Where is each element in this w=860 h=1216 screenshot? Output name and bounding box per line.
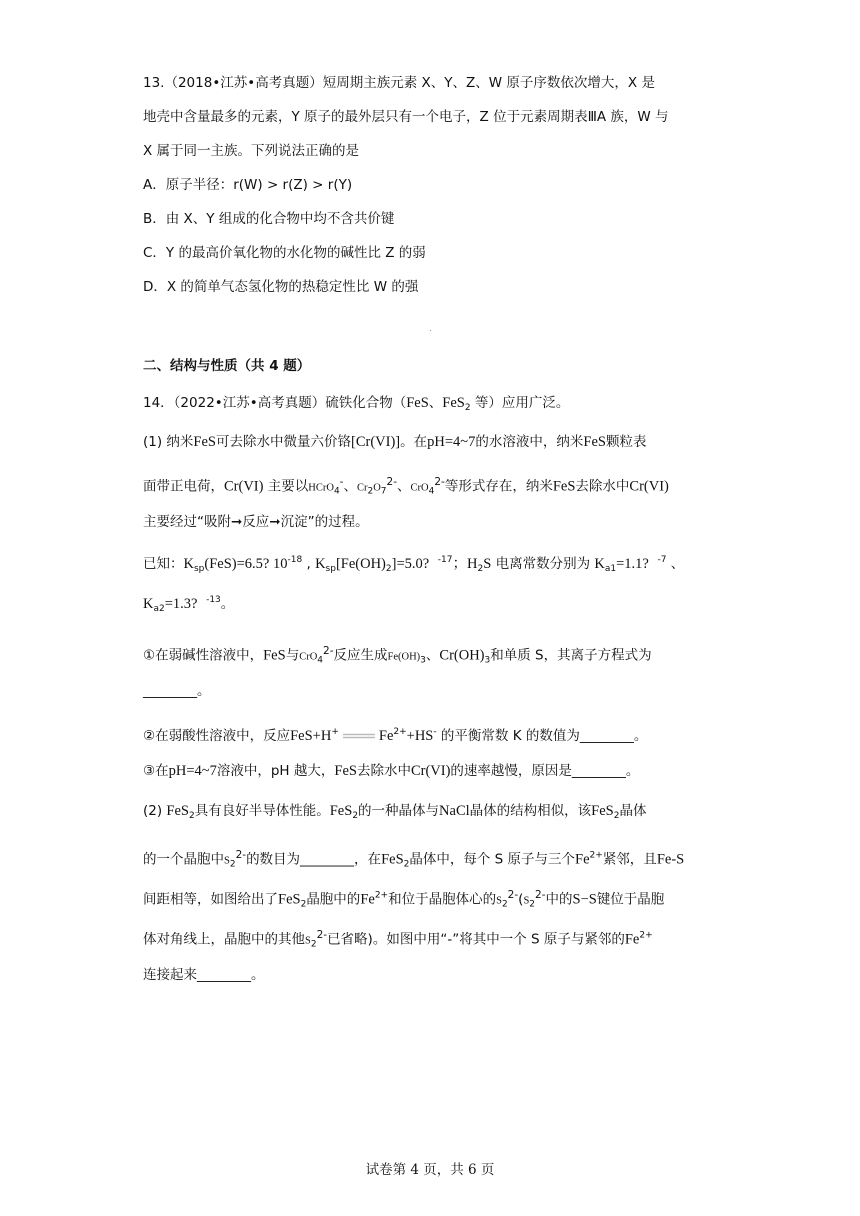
q14-part2-line4: 体对角线上，晶胞中的其他$S_2^{2-}$已省略)。如图中用“-”将其中一个 S 原子与紧邻的$Fe^{2+}$ (143, 929, 653, 950)
q13-option-d: D．X 的简单气态氢化物的热稳定性比 W 的强 (143, 279, 419, 295)
q13-line1: 13.（2018•江苏•高考真题）短周期主族元素 X、Y、Z、W 原子序数依次增大，X 是 (143, 75, 655, 91)
q14-part1-line2: 面带正电荷，Cr(VI) 主要以HCrO$_4$-、$Cr_2O_7^{2-}$、CrO$_4^{2-}$等形式存在，纳米FeS去除水中Cr(VI) (143, 476, 669, 497)
q14-part2-line5: 连接起来________。 (143, 967, 265, 983)
q13-line3: X 属于同一主族。下列说法正确的是 (143, 143, 360, 159)
q14-intro: 14．（2022•江苏•高考真题）硫铁化合物（FeS、FeS$_2$ 等）应用广泛。 (143, 395, 570, 413)
q13-option-c: C．Y 的最高价氧化物的水化物的碱性比 Z 的弱 (143, 245, 426, 261)
q14-part1-line1: (1) 纳米FeS可去除水中微量六价铬[Cr(VI)]。在pH=4~7的水溶液中，纳米FeS颗粒表 (143, 434, 647, 450)
q14-subquestion-2: ②在弱酸性溶液中，反应FeS+H+ $Fe^{2+}+HS^-$ 的平衡常数 K 的数值为________。 (143, 727, 648, 744)
equilibrium-arrow-icon (342, 732, 376, 740)
q14-subquestion-3: ③在pH=4~7溶液中，pH 越大，FeS去除水中Cr(VI)的速率越慢，原因是________。 (143, 763, 640, 779)
section-title: 二、结构与性质（共 4 题） (143, 358, 311, 374)
q14-part2-line1: (2) FeS$_2$具有良好半导体性能。FeS$_2$的一种晶体与NaCl晶体的结构相似，该FeS$_2$晶体 (143, 803, 647, 821)
q14-constants-line1: 已知：$K_{sp}(FeS)=6.5$? $10^{-18}$ , $K_{sp}[Fe(OH)_2]=5.0$? $^{-17}$；$H_2S$ 电离常数分别为 $K_{a1}=1.1$? $^{-7}$ 、 (143, 555, 685, 574)
q14-subquestion-1: ①在弱碱性溶液中，FeS与CrO$_4^{2-}$反应生成$Fe(OH)_3$、$Cr(OH)_3$和单质 S，其离子方程式为 (143, 645, 652, 666)
q13-option-b: B．由 X、Y 组成的化合物中均不含共价键 (143, 211, 395, 227)
q14-part2-line3: 间距相等，如图给出了FeS$_2$晶胞中的$Fe^{2+}$和位于晶胞体心的$S_2^{2-}(S_2^{2-}$中的S−S键位于晶胞 (143, 889, 665, 910)
divider-dot (430, 330, 431, 331)
q14-part1-line3: 主要经过“吸附➞反应➞沉淀”的过程。 (143, 514, 369, 530)
answer-blank-1[interactable]: ________。 (143, 683, 211, 699)
q13-line2: 地壳中含量最多的元素，Y 原子的最外层只有一个电子，Z 位于元素周期表ⅢA 族，W 与 (143, 109, 669, 125)
q14-constants-line2: $K_{a2}=1.3$? $^{-13}$。 (143, 595, 235, 614)
q14-part2-line2: 的一个晶胞中$S_2^{2-}$的数目为________，在FeS$_2$晶体中，每个 S 原子与三个$Fe^{2+}$紧邻，且Fe-S (143, 849, 685, 870)
q13-option-a: A．原子半径：r(W) > r(Z) > r(Y) (143, 177, 353, 193)
page-footer: 试卷第 4 页，共 6 页 (365, 1162, 495, 1178)
